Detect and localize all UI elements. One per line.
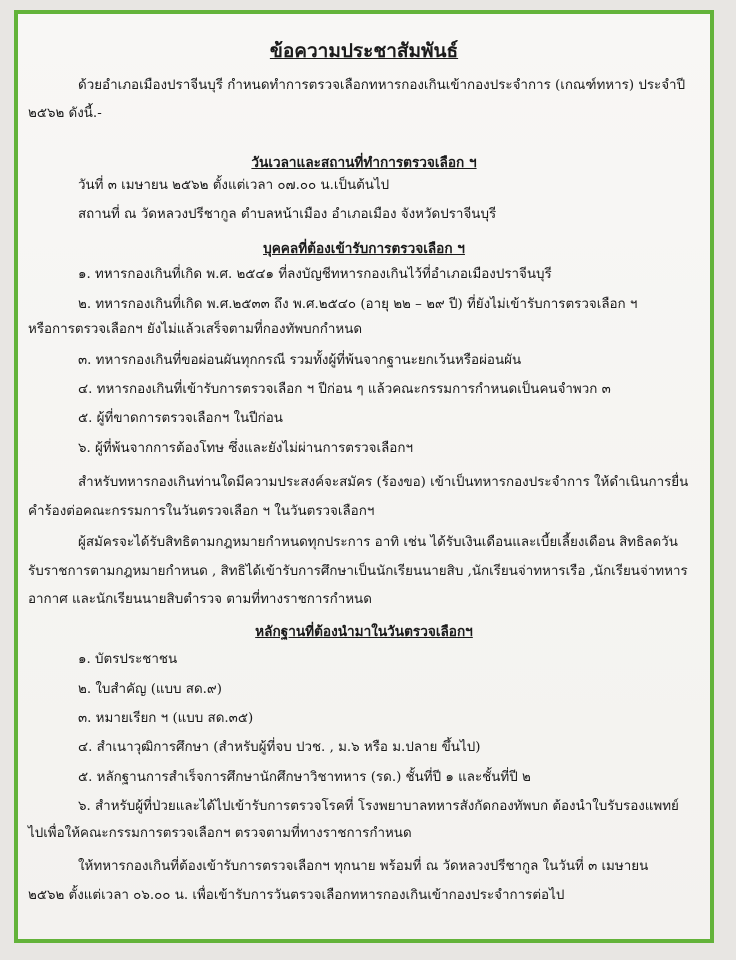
doc-item-5: ๕. หลักฐานการสำเร็จการศึกษานักศึกษาวิชาทหาร (รด.) ชั้นที่ปี ๑ และชั้นที่ปี ๒ bbox=[78, 770, 531, 785]
volunteer-line-2: คำร้องต่อคณะกรรมการในวันตรวจเลือก ฯ ในวันตรวจเลือกฯ bbox=[28, 504, 375, 519]
doc-item-3: ๓. หมายเรียก ฯ (แบบ สด.๓๕) bbox=[78, 711, 254, 726]
volunteer-line-1: สำหรับทหารกองเกินท่านใดมีความประสงค์จะสมัคร (ร้องขอ) เข้าเป็นทหารกองประจำการ ให้ดำเนินการยื่น bbox=[78, 475, 689, 490]
document-title: ข้อความประชาสัมพันธ์ bbox=[269, 40, 459, 62]
person-item-3: ๓. ทหารกองเกินที่ขอผ่อนผันทุกกรณี รวมทั้งผู้ที่พ้นจากฐานะยกเว้นหรือผ่อนผัน bbox=[78, 353, 522, 368]
closing-line-1: ให้ทหารกองเกินที่ต้องเข้ารับการตรวจเลือกฯ ทุกนาย พร้อมที่ ณ วัดหลวงปรีชากูล ในวันที่ ๓ เมษายน bbox=[78, 859, 649, 874]
benefit-line-3: อากาศ และนักเรียนนายสิบตำรวจ ตามที่ทางราชการกำหนด bbox=[28, 592, 372, 607]
person-item-5: ๕. ผู้ที่ขาดการตรวจเลือกฯ ในปีก่อน bbox=[78, 411, 283, 426]
closing-line-2: ๒๕๖๒ ตั้งแต่เวลา ๐๖.๐๐ น. เพื่อเข้ารับการวันตรวจเลือกทหารกองเกินเข้ากองประจำการต่อไป bbox=[28, 888, 565, 903]
person-item-2-cont: หรือการตรวจเลือกฯ ยังไม่แล้วเสร็จตามที่กองทัพบกกำหนด bbox=[28, 322, 363, 337]
intro-line-2: ๒๕๖๒ ดังนี้.- bbox=[28, 106, 102, 121]
doc-item-1: ๑. บัตรประชาชน bbox=[78, 652, 178, 667]
section-heading-documents: หลักฐานที่ต้องนำมาในวันตรวจเลือกฯ bbox=[255, 624, 473, 640]
person-item-4: ๔. ทหารกองเกินที่เข้ารับการตรวจเลือก ฯ ปีก่อน ๆ แล้วคณะกรรมการกำหนดเป็นคนจำพวก ๓ bbox=[78, 382, 611, 397]
section-heading-persons: บุคคลที่ต้องเข้ารับการตรวจเลือก ฯ bbox=[263, 241, 465, 257]
person-item-6: ๖. ผู้ที่พ้นจากการต้องโทษ ซึ่งและยังไม่ผ่านการตรวจเลือกฯ bbox=[78, 441, 413, 456]
person-item-2: ๒. ทหารกองเกินที่เกิด พ.ศ.๒๕๓๓ ถึง พ.ศ.๒๕๔๐ (อายุ ๒๒ – ๒๙ ปี) ที่ยังไม่เข้ารับการตรวจเลือก ฯ bbox=[78, 297, 638, 312]
document-frame bbox=[14, 10, 714, 943]
benefit-line-1: ผู้สมัครจะได้รับสิทธิตามกฎหมายกำหนดทุกประการ อาทิ เช่น ได้รับเงินเดือนและเบี้ยเลี้ยงเดือน สิทธิลดวัน bbox=[78, 535, 678, 550]
intro-line-1: ด้วยอำเภอเมืองปราจีนบุรี กำหนดทำการตรวจเลือกทหารกองเกินเข้ากองประจำการ (เกณฑ์ทหาร) ประจำปี bbox=[78, 78, 686, 93]
doc-item-2: ๒. ใบสำคัญ (แบบ สด.๙) bbox=[78, 682, 222, 697]
exam-place: สถานที่ ณ วัดหลวงปรีชากูล ตำบลหน้าเมือง อำเภอเมือง จังหวัดปราจีนบุรี bbox=[78, 207, 497, 222]
section-heading-datetime: วันเวลาและสถานที่ทำการตรวจเลือก ฯ bbox=[251, 155, 477, 171]
exam-date: วันที่ ๓ เมษายน ๒๕๖๒ ตั้งแต่เวลา ๐๗.๐๐ น.เป็นต้นไป bbox=[78, 178, 390, 193]
doc-item-4: ๔. สำเนาวุฒิการศึกษา (สำหรับผู้ที่จบ ปวช. , ม.๖ หรือ ม.ปลาย ขึ้นไป) bbox=[78, 740, 481, 755]
person-item-1: ๑. ทหารกองเกินที่เกิด พ.ศ. ๒๕๔๑ ที่ลงบัญชีทหารกองเกินไว้ที่อำเภอเมืองปราจีนบุรี bbox=[78, 267, 552, 282]
announcement-document bbox=[18, 14, 710, 939]
benefit-line-2: รับราชการตามกฎหมายกำหนด , สิทธิได้เข้ารับการศึกษาเป็นนักเรียนนายสิบ ,นักเรียนจ่าทหารเรือ ,นักเรียนจ่าทหาร bbox=[28, 564, 688, 579]
doc-item-6-cont: ไปเพื่อให้คณะกรรมการตรวจเลือกฯ ตรวจตามที่ทางราชการกำหนด bbox=[28, 826, 412, 841]
doc-item-6: ๖. สำหรับผู้ที่ป่วยและได้ไปเข้ารับการตรวจโรคที่ โรงพยาบาลทหารสังกัดกองทัพบก ต้องนำใบรับรองแพทย์ bbox=[78, 799, 679, 814]
